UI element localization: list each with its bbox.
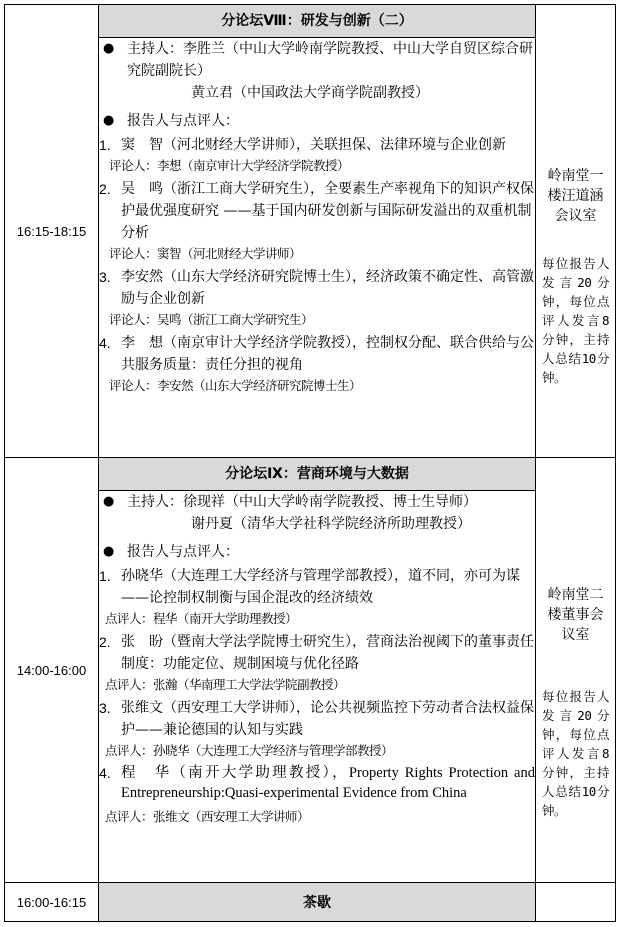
session-2-reviewer-2: 点评人：张瀚（华南理工大学法学院副教授） <box>105 677 346 692</box>
session-1-item-1: 1. 窦 智（河北财经大学讲师），关联担保、法律环境与企业创新 <box>99 137 506 153</box>
session-1-item-2: 2. 吴 鸣（浙江工商大学研究生），全要素生产率视角下的知识产权保护最优强度研究 ——基于国内研发创新与国际研发溢出的双重机制分析 <box>99 181 534 241</box>
session-1-host2: 黄立君（中国政法大学商学院副教授） <box>191 85 429 101</box>
session-1-reviewer-1: 评论人：李想（南京审计大学经济学院教授） <box>109 158 350 173</box>
session-1-item-3: 3. 李安然（山东大学经济研究院博士生），经济政策不确定性、高管激励与企业创新 <box>99 269 534 307</box>
session-2-item-1: 1. 孙晓华（大连理工大学经济与管理学部教授），道不同，亦可为谋——论控制权制衡与国企混改的经济绩效 <box>99 568 520 606</box>
tea-break-label: 茶歇 <box>99 883 536 922</box>
session-2-time: 14:00-16:00 <box>5 458 99 883</box>
tea-break-empty <box>536 883 616 922</box>
tea-break-time: 16:00-16:15 <box>5 883 99 922</box>
session-2-host: ● 主持人：徐现祥（中山大学岭南学院教授、博士生导师） <box>99 491 535 513</box>
session-1-reviewer-4: 评论人：李安然（山东大学经济研究院博士生） <box>109 378 362 393</box>
session-1-item-4: 4. 李 想（南京审计大学经济学院教授），控制权分配、联合供给与公共服务质量：责任分担的视角 <box>99 335 534 373</box>
session-1-location: 岭南堂一楼汪道涵会议室 <box>547 167 604 224</box>
session-2-reporters-label: ● 报告人与点评人： <box>99 541 535 563</box>
bullet-icon: ● <box>103 494 115 509</box>
bullet-icon: ● <box>103 113 115 128</box>
session-2-item-4: 4. 程 华（南开大学助理教授），Property Rights Protection and Entrepreneurship:Quasi-experimental Evidence from China <box>99 765 535 801</box>
session-2-note: 每位报告人发言20分钟，每位点评人发言8分钟，主持人总结10分钟。 <box>542 688 609 818</box>
session-1-note: 每位报告人发言20分钟，每位点评人发言8分钟，主持人总结10分钟。 <box>542 255 609 385</box>
bullet-icon: ● <box>103 41 115 56</box>
session-1-content <box>99 38 536 458</box>
schedule-table <box>4 4 616 922</box>
session-1-title-row <box>5 5 616 38</box>
session-2-reviewer-1: 点评人：程华（南开大学助理教授） <box>105 611 298 626</box>
session-2-title: 分论坛Ⅸ：营商环境与大数据 <box>99 458 536 491</box>
session-2-reviewer-3: 点评人：孙晓华（大连理工大学经济与管理学部教授） <box>105 743 394 758</box>
session-1-location-cell <box>536 5 616 458</box>
session-1-reviewer-2: 评论人：窦智（河北财经大学讲师） <box>109 246 302 261</box>
session-2-reviewer-4: 点评人：张维文（西安理工大学讲师） <box>105 809 310 824</box>
session-1-title: 分论坛Ⅷ：研发与创新（二） <box>99 5 536 38</box>
session-2-item-3: 3. 张维文（西安理工大学讲师），论公共视频监控下劳动者合法权益保护——兼论德国的认知与实践 <box>99 700 534 738</box>
bullet-icon: ● <box>103 544 115 559</box>
tea-break-row <box>5 883 616 922</box>
session-1-host: ● 主持人：李胜兰（中山大学岭南学院教授、中山大学自贸区综合研究院副院长） <box>99 38 535 82</box>
session-1-reviewer-3: 评论人：吴鸣（浙江工商大学研究生） <box>109 312 314 327</box>
session-2-host2: 谢丹夏（清华大学社科学院经济所助理教授） <box>191 516 471 532</box>
session-2-location: 岭南堂二楼董事会议室 <box>547 586 604 643</box>
session-2-location-cell <box>536 458 616 883</box>
session-1-time: 16:15-18:15 <box>5 5 99 458</box>
session-2-item-2: 2. 张 盼（暨南大学法学院博士研究生），营商法治视阈下的董事责任制度：功能定位、规制困境与优化径路 <box>99 634 534 672</box>
session-1-reporters-label: ● 报告人与点评人： <box>99 110 535 132</box>
session-2-content <box>99 491 536 883</box>
session-2-title-row <box>5 458 616 491</box>
